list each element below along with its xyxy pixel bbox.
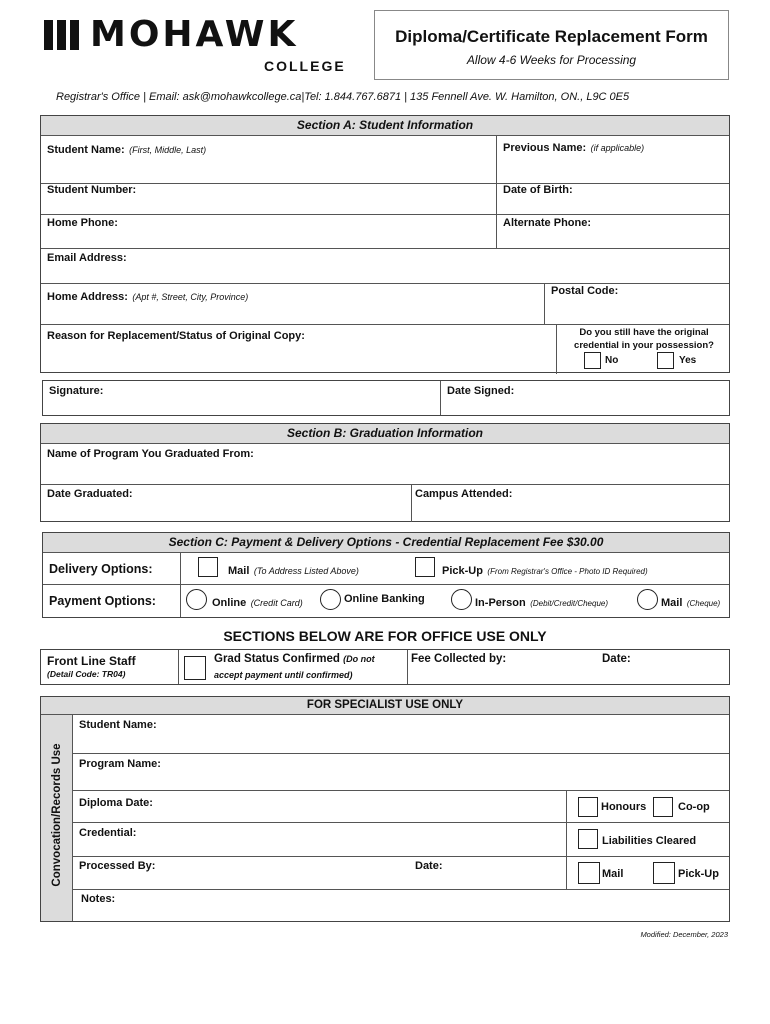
payment-online-banking-label: Online Banking [344, 593, 425, 605]
section-b-title: Section B: Graduation Information [41, 424, 729, 444]
student-name-label: Student Name: [47, 144, 125, 156]
section-c [42, 532, 730, 618]
previous-name-field[interactable] [499, 152, 727, 181]
specialist-side-bar [41, 715, 73, 921]
grad-status-hint-2: accept payment until confirmed) [214, 670, 353, 680]
grad-status-hint-1: (Do not [343, 654, 375, 664]
postal-label: Postal Code: [551, 285, 619, 297]
honours-checkbox[interactable] [578, 797, 598, 817]
fee-collected-field[interactable] [511, 652, 596, 682]
front-line-row [40, 649, 730, 685]
specialist-title: FOR SPECIALIST USE ONLY [41, 697, 729, 715]
signature-label: Signature: [49, 385, 104, 397]
spec-mail-checkbox[interactable] [578, 862, 600, 884]
spec-mail-label: Mail [602, 868, 624, 880]
title-box [374, 10, 729, 80]
grad-status-label: Grad Status Confirmed [214, 653, 340, 665]
detail-code: (Detail Code: TR04) [47, 669, 126, 679]
payment-mail-label: Mail [661, 597, 683, 609]
liabilities-checkbox[interactable] [578, 829, 598, 849]
date-graduated-field[interactable] [43, 502, 407, 520]
possession-no-label: No [605, 355, 619, 366]
possession-yes-checkbox[interactable] [657, 352, 674, 369]
postal-field[interactable] [547, 300, 727, 322]
front-line-date-field[interactable] [636, 652, 726, 682]
specialist-side-label: Convocation/Records Use [51, 743, 63, 887]
form-title: Diploma/Certificate Replacement Form [395, 27, 708, 46]
delivery-mail-checkbox[interactable] [198, 557, 218, 577]
alt-phone-label: Alternate Phone: [503, 217, 592, 229]
campus-field[interactable] [413, 502, 727, 520]
campus-label: Campus Attended: [415, 488, 513, 500]
payment-mail-radio[interactable] [637, 589, 658, 610]
liabilities-label: Liabilities Cleared [602, 835, 697, 847]
spec-credential-field[interactable] [151, 825, 561, 854]
section-a-title: Section A: Student Information [41, 116, 729, 136]
delivery-mail-label: Mail [228, 565, 250, 577]
spec-pickup-label: Pick-Up [678, 868, 719, 880]
possession-yes-label: Yes [679, 355, 697, 366]
front-line-label: Front Line Staff [47, 654, 136, 668]
section-a [40, 115, 730, 373]
possession-question-line1: Do you still have the original [579, 327, 709, 338]
date-graduated-label: Date Graduated: [47, 488, 133, 500]
program-field[interactable] [43, 462, 727, 482]
spec-date-field[interactable] [449, 859, 561, 887]
college-logo [42, 16, 346, 78]
spec-diploma-date-label: Diploma Date: [79, 797, 153, 809]
spec-student-name-field[interactable] [75, 733, 725, 751]
payment-online-hint: (Credit Card) [250, 598, 303, 608]
delivery-pickup-hint: (From Registrar's Office - Photo ID Required) [487, 567, 648, 576]
email-field[interactable] [136, 250, 726, 281]
home-address-field[interactable] [43, 302, 541, 322]
spec-credential-label: Credential: [79, 827, 137, 839]
payment-online-radio[interactable] [186, 589, 207, 610]
section-c-title: Section C: Payment & Delivery Options - Credential Replacement Fee $30.00 [43, 533, 729, 553]
previous-name-hint: (if applicable) [590, 143, 645, 153]
spec-program-name-field[interactable] [166, 755, 726, 788]
student-number-field[interactable] [151, 186, 491, 212]
spec-diploma-date-field[interactable] [161, 793, 561, 820]
payment-online-label: Online [212, 597, 247, 609]
logo-wordmark: MOHAWK [90, 14, 299, 55]
spec-student-name-label: Student Name: [79, 719, 157, 731]
signature-field[interactable] [113, 383, 435, 413]
modified-date: Modified: December, 2023 [640, 930, 728, 939]
alt-phone-field[interactable] [601, 216, 727, 246]
program-label: Name of Program You Graduated From: [47, 448, 254, 460]
home-phone-field[interactable] [131, 216, 491, 246]
payment-in-person-label: In-Person [475, 597, 526, 609]
dob-label: Date of Birth: [503, 184, 573, 196]
contact-line: Registrar's Office | Email: ask@mohawkcollege.ca|Tel: 1.844.767.6871 | 135 Fennell Ave. W. Hamilton, ON., L9C 0E5 [56, 91, 630, 103]
student-number-label: Student Number: [47, 184, 137, 196]
coop-checkbox[interactable] [653, 797, 673, 817]
date-signed-field[interactable] [523, 383, 725, 413]
notes-label: Notes: [81, 893, 116, 905]
home-phone-label: Home Phone: [47, 217, 118, 229]
processed-by-field[interactable] [156, 859, 406, 887]
payment-in-person-hint: (Debit/Credit/Cheque) [530, 599, 608, 608]
reason-field[interactable] [43, 344, 553, 372]
home-address-hint: (Apt #, Street, City, Province) [132, 292, 249, 302]
spec-date-label: Date: [415, 860, 443, 872]
front-line-date-label: Date: [602, 653, 631, 665]
email-label: Email Address: [47, 252, 127, 264]
form-subtitle: Allow 4-6 Weeks for Processing [466, 53, 637, 67]
coop-label: Co-op [678, 801, 710, 813]
honours-label: Honours [601, 801, 647, 813]
student-name-hint: (First, Middle, Last) [129, 145, 207, 155]
home-address-label: Home Address: [47, 291, 128, 303]
specialist-section [40, 696, 730, 922]
reason-label: Reason for Replacement/Status of Original Copy: [47, 330, 305, 342]
spec-program-name-label: Program Name: [79, 758, 161, 770]
possession-no-checkbox[interactable] [584, 352, 601, 369]
section-b [40, 423, 730, 522]
spec-pickup-checkbox[interactable] [653, 862, 675, 884]
payment-in-person-radio[interactable] [451, 589, 472, 610]
possession-question-line2: credential in your possession? [574, 340, 714, 351]
delivery-mail-hint: (To Address Listed Above) [253, 566, 359, 576]
notes-field[interactable] [126, 891, 726, 919]
signature-row [42, 380, 730, 416]
fee-collected-label: Fee Collected by: [411, 653, 507, 665]
payment-options-label: Payment Options: [49, 594, 156, 608]
date-signed-label: Date Signed: [447, 385, 515, 397]
previous-name-label: Previous Name: [503, 142, 587, 154]
payment-mail-hint: (Cheque) [686, 599, 721, 608]
grad-status-checkbox[interactable] [184, 656, 206, 680]
delivery-pickup-label: Pick-Up [442, 565, 483, 577]
student-name-field[interactable] [43, 154, 493, 181]
delivery-pickup-checkbox[interactable] [415, 557, 435, 577]
office-use-heading: SECTIONS BELOW ARE FOR OFFICE USE ONLY [223, 628, 547, 644]
logo-subtext: COLLEGE [264, 58, 346, 74]
processed-by-label: Processed By: [79, 860, 156, 872]
dob-field[interactable] [581, 186, 727, 212]
payment-online-banking-radio[interactable] [320, 589, 341, 610]
delivery-options-label: Delivery Options: [49, 562, 153, 576]
